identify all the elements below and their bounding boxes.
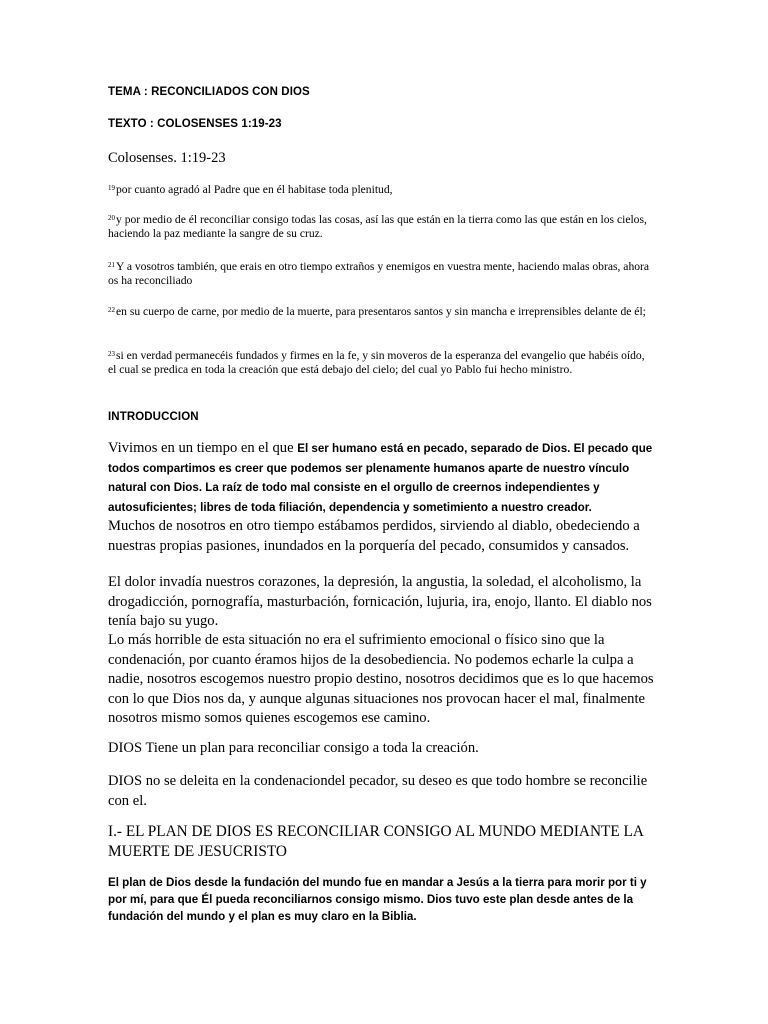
intro-paragraph-6: DIOS no se deleita en la condenaciondel pecador, su deseo es que todo hombre se reconcilie con el.	[108, 773, 648, 809]
intro-paragraph-2: Muchos de nosotros en otro tiempo estábamos perdidos, sirviendo al diablo, obedeciendo a nuestras propias pasiones, inundados en la porquería del pecado, consumidos y cansados.	[108, 518, 640, 554]
verse-number: 23	[108, 350, 115, 358]
verse-text: si en verdad permanecéis fundados y firmes en la fe, y sin moveros de la esperanza del evangelio que habéis oído, el cual se predica en toda la creación que está debajo del cielo; del cual yo Pablo fui hecho ministro.	[108, 349, 645, 376]
verse-21	[108, 260, 653, 288]
verse-number: 20	[108, 214, 115, 222]
intro-paragraph-5: DIOS Tiene un plan para reconciliar consigo a toda la creación.	[108, 740, 479, 756]
scripture-reference: Colosenses. 1:19-23	[108, 150, 226, 166]
section-1-paragraph: El plan de Dios desde la fundación del mundo fue en mandar a Jesús a la tierra para morir por ti y por mí, para que Él pueda reconciliarnos consigo mismo. Dios tuvo este plan desde antes de la fundación del mundo y el plan es muy claro en la Biblia.	[108, 876, 647, 923]
intro-heading: INTRODUCCION	[108, 411, 199, 423]
texto-heading: TEXTO : COLOSENSES 1:19-23	[108, 118, 282, 130]
section-1-heading: I.- EL PLAN DE DIOS ES RECONCILIAR CONSIGO AL MUNDO MEDIANTE LA MUERTE DE JESUCRISTO	[108, 823, 644, 860]
verse-text: y por medio de él reconciliar consigo todas las cosas, así las que están en la tierra como las que están en los cielos, haciendo la paz mediante la sangre de su cruz.	[108, 213, 647, 240]
verse-number: 21	[108, 261, 115, 269]
verse-19	[108, 183, 653, 197]
tema-heading: TEMA : RECONCILIADOS CON DIOS	[108, 86, 310, 98]
verse-text: por cuanto agradó al Padre que en él habitase toda plenitud,	[116, 183, 393, 196]
intro-bold-text: El ser humano está en pecado, separado de Dios. El pecado que todos compartimos es creer que podemos ser plenamente humanos aparte de nuestro vínculo natural con Dios. La raíz de todo mal consiste en el orgullo de creernos independientes y autosuficientes; libres de toda filiación, dependencia y sometimiento a nuestro creador.	[108, 442, 653, 514]
intro-paragraph-3: El dolor invadía nuestros corazones, la depresión, la angustia, la soledad, el alcoholismo, la drogadicción, pornografía, masturbación, fornicación, lujuria, ira, enojo, llanto. El diablo nos tenía bajo su yugo.	[108, 574, 652, 629]
verse-23	[108, 349, 653, 377]
verse-text: Y a vosotros también, que erais en otro tiempo extraños y enemigos en vuestra mente, haciendo malas obras, ahora os ha reconciliado	[108, 260, 650, 287]
verse-number: 22	[108, 306, 115, 314]
verse-22	[108, 305, 653, 319]
intro-paragraph-1	[108, 439, 668, 517]
verse-number: 19	[108, 184, 115, 192]
intro-paragraph-4: Lo más horrible de esta situación no era el sufrimiento emocional o físico sino que la condenación, por cuanto éramos hijos de la desobediencia. No podemos echarle la culpa a nadie, nosotros escogemos nuestro propio destino, nosotros decidimos que es lo que hacemos con lo que Dios nos da, y aunque algunas situaciones nos provocan hacer el mal, finalmente nosotros mismo somos quienes escogemos ese camino.	[108, 632, 654, 726]
verse-text: en su cuerpo de carne, por medio de la muerte, para presentaros santos y sin mancha e irreprensibles delante de él;	[116, 305, 646, 318]
intro-lead-text: Vivimos en un tiempo en el que	[108, 440, 298, 456]
verse-20	[108, 213, 653, 241]
